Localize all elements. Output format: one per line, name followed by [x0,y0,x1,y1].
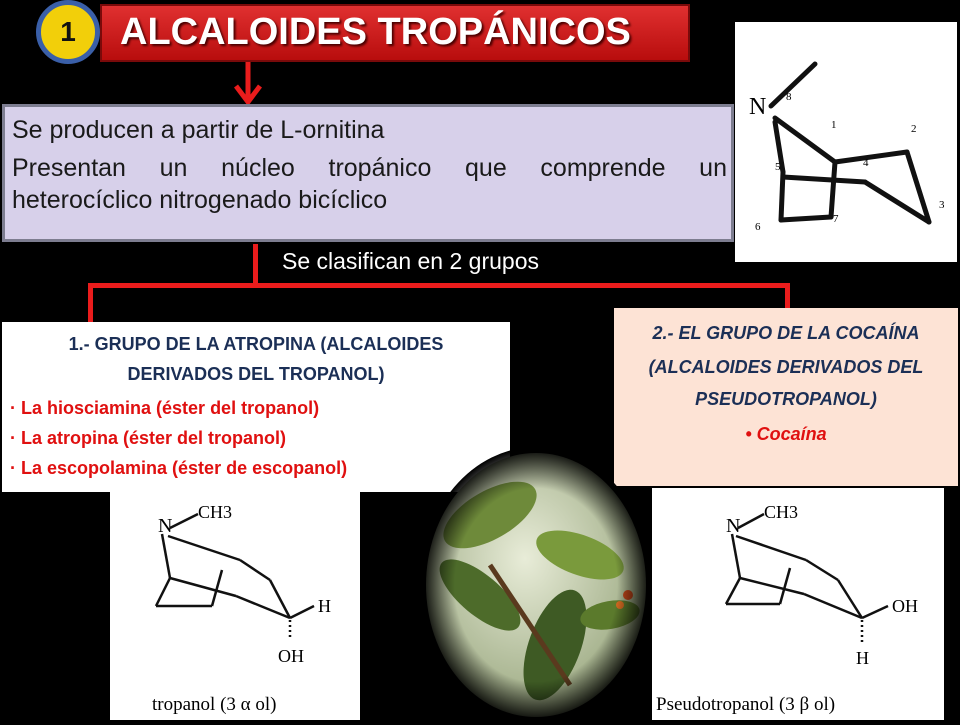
structure-num-label: 4 [863,157,869,169]
structure-num-label: 5 [775,161,781,173]
slide-title: ALCALOIDES TROPÁNICOS [120,11,631,53]
pseudotropanol-h-label: H [856,648,869,668]
tropanol-structure-drawing [110,488,360,720]
group2-item: • Cocaína [745,424,827,444]
connector-horizontal [88,283,790,288]
structure-num-label: 8 [786,91,792,103]
tropanol-n-label: N [158,515,173,537]
tropanol-caption: tropanol (3 α ol) [152,694,277,715]
group1-item: · La atropina (éster del tropanol) [10,428,287,448]
pseudotropanol-ch3-label: CH3 [764,502,799,522]
intro-line-2: Presentan un núcleo tropánico que comprende un [12,154,727,182]
group2-heading-3: PSEUDOTROPANOL) [695,389,877,409]
tropanol-structure-image [110,488,360,720]
connector-left-drop [88,283,93,325]
group1-item: · La escopolamina (éster de escopanol) [10,458,348,478]
structure-num-label: 6 [755,221,761,233]
tropanol-ch3-label: CH3 [198,502,233,522]
structure-num-label: 1 [831,119,837,131]
group2-heading-2: (ALCALOIDES DERIVADOS DEL [648,357,924,377]
tropanol-oh-label: OH [278,646,304,666]
group2-heading-1: 2.- EL GRUPO DE LA COCAÍNA [652,323,920,343]
connector-right-drop [785,283,790,311]
tropane-skeleton-image [735,22,957,262]
group1-item: · La hiosciamina (éster del tropanol) [10,398,320,418]
coca-leaf-photo [420,445,652,720]
structure-num-label: 3 [939,199,945,211]
down-arrow-icon [232,62,264,106]
pseudotropanol-structure-drawing [652,488,944,720]
pseudotropanol-n-label: N [726,515,741,537]
intro-line-3: heterocíclico nitrogenado bicíclico [12,186,388,214]
slide-number-badge: 1 [36,0,100,64]
pseudotropanol-caption: Pseudotropanol (3 β ol) [656,694,836,715]
structure-num-label: 2 [911,123,917,135]
pseudotropanol-structure-image [652,488,944,720]
structure-n-label: N [749,94,767,120]
structure-num-label: 7 [833,213,839,225]
classification-label: Se clasifican en 2 grupos [282,248,539,274]
tropane-skeleton-drawing [735,22,957,262]
group1-heading-2: DERIVADOS DEL TROPANOL) [127,364,385,384]
connector-vertical [253,244,258,286]
tropanol-h-label: H [318,596,331,616]
pseudotropanol-oh-label: OH [892,596,918,616]
intro-line-1: Se producen a partir de L-ornitina [12,116,385,144]
group1-heading-1: 1.- GRUPO DE LA ATROPINA (ALCALOIDES [68,334,444,354]
group2-item-label: Cocaína [756,424,827,444]
